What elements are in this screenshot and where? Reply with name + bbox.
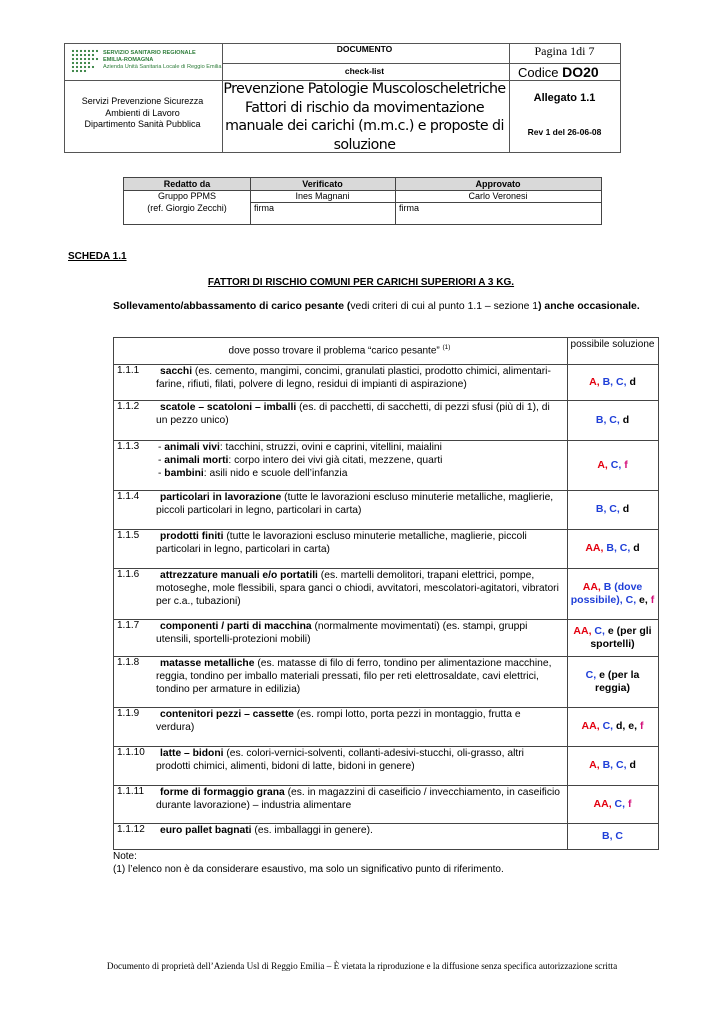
- solution-code: ,: [622, 720, 629, 733]
- firma-approvato: firma: [399, 203, 419, 213]
- solution-code: C: [616, 759, 624, 772]
- row-description: contenitori pezzi – cassette (es. rompi lotto, porta pezzi in montaggio, frutta e verdura): [156, 709, 521, 733]
- logo-dot-grid-icon: [70, 48, 100, 76]
- solution-code: d: [616, 720, 623, 733]
- row-description: sacchi (es. cemento, mangimi, concimi, granulati plastici, prodotto chimici, alimentari-farine, rifiuti, filati, polvere di legno, residui di impianti di aspirazione): [156, 366, 551, 390]
- solution-code: ,: [619, 593, 626, 606]
- solution-code: A: [597, 458, 605, 471]
- solution-code: B: [601, 830, 610, 843]
- solution-code: ,: [596, 720, 603, 733]
- intro-bold-start: Sollevamento/abbassamento di carico pesante (: [113, 301, 351, 312]
- header-approvato: Approvato: [475, 179, 521, 189]
- solution-codes: [596, 503, 629, 516]
- table-note: [113, 851, 504, 876]
- solution-code: A: [589, 759, 597, 772]
- row-number: 1.1.5: [117, 530, 140, 541]
- col-problem-note: (1): [442, 344, 451, 351]
- solution-codes: [568, 669, 657, 694]
- solution-code: C: [594, 625, 602, 637]
- row-keyword: animali morti: [164, 455, 229, 466]
- solution-code: d: [629, 759, 636, 772]
- approvato-name: Carlo Veronesi: [468, 191, 528, 201]
- note-label: Note:: [113, 851, 137, 862]
- note-text: (1) l’elenco non è da considerare esaustivo, ma solo un significativo punto di riferimento.: [113, 863, 504, 875]
- row-description: forme di formaggio grana (es. in magazzini di caseificio / invecchiamento, in caseificio durante lavorazione) – industria alimentare: [156, 787, 561, 811]
- solution-code: ,: [610, 759, 616, 772]
- solution-code: B: [606, 542, 614, 555]
- solution-code: B: [602, 759, 611, 772]
- row-number: 1.1.4: [117, 491, 140, 502]
- intro-bold-end: ) anche occasionale.: [538, 301, 640, 312]
- solution-code: ,: [627, 542, 634, 555]
- row-keyword: bambini: [164, 468, 204, 479]
- row-solution: [568, 619, 657, 656]
- row-solution: [568, 707, 657, 746]
- solution-codes: [568, 625, 657, 650]
- row-description-line: - bambini: asili nido e scuole dell’infanzia: [158, 468, 348, 479]
- solution-codes: [582, 720, 644, 733]
- solution-code: B: [595, 413, 604, 426]
- row-solution: [568, 440, 657, 490]
- section-heading: FATTORI DI RISCHIO COMUNI PER CARICHI SUPERIORI A 3 KG.: [207, 277, 515, 288]
- solution-code: C: [609, 413, 617, 426]
- solution-code: ,: [588, 625, 595, 637]
- row-description: scatole – scatoloni – imballi (es. di pacchetti, di sacchetti, di pezzi sfusi (più di 1), di un pezzo unico): [156, 402, 550, 426]
- scheda-title: SCHEDA 1.1: [68, 251, 127, 262]
- allegato-label: Allegato 1.1: [533, 92, 596, 104]
- solution-code: ,: [596, 375, 603, 388]
- header-verificato: Verificato: [302, 179, 343, 189]
- solution-codes: [589, 759, 636, 772]
- row-keyword: particolari in lavorazione: [160, 492, 282, 503]
- intro-normal: vedi criteri di cui al punto 1.1 – sezione 1: [350, 301, 539, 312]
- logo-text: [103, 50, 221, 71]
- solution-code: A: [589, 375, 597, 388]
- row-number: 1.1.3: [117, 441, 140, 452]
- solution-code: ,: [623, 759, 630, 772]
- row-number: 1.1.9: [117, 708, 140, 719]
- solution-code: f: [627, 797, 632, 810]
- solution-code: AA: [585, 542, 601, 555]
- row-description: particolari in lavorazione (tutte le lavorazioni escluso minuterie metalliche, maglierie, piccoli particolari in legno, particolari in carta): [156, 492, 554, 516]
- row-number: 1.1.10: [117, 747, 145, 758]
- solution-code: ,: [618, 458, 625, 471]
- logo-line1: SERVIZIO SANITARIO REGIONALE: [103, 50, 196, 56]
- solution-code: ,: [623, 375, 630, 388]
- document-code: [518, 64, 599, 80]
- row-description: componenti / parti di macchina (normalmente movimentati) (es. stampi, gruppi utensili, sportelli-protezioni mobili): [156, 621, 528, 645]
- row-description: matasse metalliche (es. matasse di filo di ferro, tondino per alimentazione macchine, reggia, tondino per imballo materiali pressati, filo per reti elettrosaldate, cavi elettrici, tondino per armature in edilizia): [156, 658, 552, 695]
- solution-code: e (per la reggia): [594, 669, 640, 694]
- row-keyword: attrezzature manuali e/o portatili: [160, 570, 318, 581]
- solution-code: C: [585, 669, 594, 681]
- codice-label: Codice: [518, 65, 559, 80]
- solution-code: f: [650, 593, 655, 606]
- solution-code: ,: [622, 797, 628, 810]
- document-label: DOCUMENTO: [336, 44, 393, 54]
- solution-code: ,: [644, 593, 651, 606]
- row-solution: [568, 490, 657, 529]
- solution-codes: [585, 542, 639, 555]
- solution-code: C: [625, 593, 634, 606]
- row-keyword: sacchi: [160, 366, 193, 377]
- solution-code: C: [619, 542, 628, 555]
- revision-label: Rev 1 del 26-06-08: [527, 127, 602, 137]
- row-description: attrezzature manuali e/o portatili (es. martelli demolitori, trapani elettrici, pompe, motoseghe, mole flessibili, spara ganci o chiodi, avvitatori, mescolatori-agitatori, vibratori per c.a., tubazioni): [156, 570, 559, 607]
- solution-code: ,: [597, 581, 604, 593]
- solution-code: C: [609, 503, 617, 516]
- firma-verificato: firma: [254, 203, 274, 213]
- solution-code: e (per gli sportelli): [590, 625, 652, 650]
- department-line: Dipartimento Sanità Pubblica: [84, 119, 201, 129]
- solution-codes: [589, 376, 636, 389]
- solution-codes: [597, 459, 627, 472]
- logo-line3: Azienda Unità Sanitaria Locale di Reggio Emilia: [103, 64, 222, 70]
- row-keyword: scatole – scatoloni – imballi: [160, 402, 297, 413]
- row-keyword: latte – bidoni: [160, 748, 224, 759]
- row-solution: [568, 529, 657, 568]
- department-line: Ambienti di Lavoro: [105, 107, 180, 118]
- row-solution: [568, 400, 657, 440]
- solution-code: C: [602, 720, 611, 733]
- row-solution: [568, 568, 657, 619]
- ssr-logo: [70, 48, 220, 78]
- solution-code: ,: [616, 503, 623, 516]
- solution-code: ,: [596, 759, 603, 772]
- solution-code: ,: [608, 797, 615, 810]
- row-keyword: matasse metalliche: [160, 658, 255, 669]
- solution-code: ,: [603, 413, 610, 426]
- solution-codes: [596, 414, 629, 427]
- row-solution: [568, 785, 657, 823]
- solution-code: C: [610, 458, 619, 471]
- row-keyword: prodotti finiti: [160, 531, 224, 542]
- page-number: Pagina 1di 7: [534, 44, 595, 58]
- department-line: Servizi Prevenzione Sicurezza: [81, 96, 204, 106]
- solution-code: ,: [610, 720, 616, 733]
- row-description-line: - animali morti: corpo intero dei vivi già citati, mezzene, quarti: [158, 455, 443, 466]
- solution-code: ,: [593, 669, 600, 681]
- solution-code: B (dove possibile): [570, 581, 643, 606]
- signatures-table: [123, 177, 602, 225]
- solution-code: ,: [616, 413, 623, 426]
- solution-code: ,: [604, 458, 611, 471]
- page-footer: Documento di proprietà dell’Azienda Usl di Reggio Emilia – È vietata la riproduzione e la diffusione senza specifica autorizzazione scritta: [106, 961, 618, 971]
- solution-codes: [602, 830, 623, 843]
- solution-codes: [594, 798, 632, 811]
- row-keyword: euro pallet bagnati: [160, 825, 252, 836]
- row-keyword: contenitori pezzi – cassette: [160, 709, 294, 720]
- solution-code: d: [633, 542, 640, 555]
- solution-code: f: [639, 720, 644, 733]
- checklist-label: check-list: [344, 66, 385, 76]
- codice-value: DO20: [562, 64, 599, 80]
- row-keyword: forme di formaggio grana: [160, 787, 285, 798]
- solution-code: d: [622, 503, 630, 516]
- solution-code: d: [629, 375, 636, 388]
- document-title: Prevenzione Patologie Muscoloscheletriche Fattori di rischio da movimentazione manuale dei carichi (m.m.c.) e proposte di soluzione: [223, 81, 506, 153]
- column-header-solution: possibile soluzione: [570, 339, 655, 350]
- solution-code: AA: [582, 581, 598, 593]
- row-number: 1.1.2: [117, 401, 140, 412]
- row-description-line: - animali vivi: tacchini, struzzi, ovini e caprini, vitellini, maialini: [158, 442, 442, 453]
- row-keyword: componenti / parti di macchina: [160, 621, 312, 632]
- solution-code: B: [595, 503, 604, 516]
- row-number: 1.1.8: [117, 657, 140, 668]
- solution-code: ,: [633, 593, 640, 606]
- solution-code: B: [602, 375, 611, 388]
- row-solution: [568, 746, 657, 785]
- intro-paragraph: [113, 300, 656, 314]
- solution-code: e: [628, 720, 635, 733]
- redatto-ref: (ref. Giorgio Zecchi): [147, 203, 227, 213]
- solution-code: d: [622, 413, 630, 426]
- solution-code: AA: [593, 797, 609, 810]
- solution-code: AA: [581, 720, 597, 733]
- solution-code: ,: [610, 375, 616, 388]
- solution-code: ,: [634, 720, 640, 733]
- row-description: [158, 441, 562, 480]
- row-description: prodotti finiti (tutte le lavorazioni escluso minuterie metalliche, maglierie, piccoli particolari in legno, particolari in carta): [156, 531, 527, 555]
- row-description: latte – bidoni (es. colori-vernici-solventi, collanti-adesivi-stucchi, oli-grasso, altri prodotti chimici, alimenti, bidoni di latte, bidoni in genere): [156, 748, 524, 772]
- solution-code: ,: [600, 542, 607, 555]
- column-header-problem: [113, 344, 566, 356]
- row-number: 1.1.7: [117, 620, 140, 631]
- solution-code: e: [639, 593, 645, 606]
- row-description: euro pallet bagnati (es. imballaggi in genere).: [160, 825, 373, 836]
- solution-code: ,: [602, 625, 608, 637]
- row-number: 1.1.6: [117, 569, 140, 580]
- logo-line2: EMILIA-ROMAGNA: [103, 57, 154, 63]
- header-redatto: Redatto da: [163, 179, 211, 189]
- row-number: 1.1.1: [117, 365, 140, 376]
- solution-code: AA: [573, 625, 589, 637]
- solution-code: f: [624, 458, 628, 471]
- solution-code: ,: [603, 503, 610, 516]
- row-number: 1.1.12: [117, 824, 145, 835]
- solution-code: C: [616, 375, 624, 388]
- solution-code: ,: [609, 830, 616, 843]
- col-problem-label: dove posso trovare il problema “carico pesante”: [228, 345, 440, 357]
- solution-code: C: [615, 830, 624, 843]
- solution-code: C: [614, 797, 623, 810]
- row-keyword: animali vivi: [164, 442, 220, 453]
- redatto-group: Gruppo PPMS: [157, 191, 217, 201]
- row-number: 1.1.11: [117, 786, 145, 797]
- row-solution: [568, 656, 657, 707]
- row-solution: [568, 823, 657, 850]
- verificato-name: Ines Magnani: [295, 191, 350, 201]
- department-block: [64, 96, 221, 131]
- row-solution: [568, 364, 657, 400]
- solution-codes: [568, 581, 657, 606]
- solution-code: ,: [613, 542, 620, 555]
